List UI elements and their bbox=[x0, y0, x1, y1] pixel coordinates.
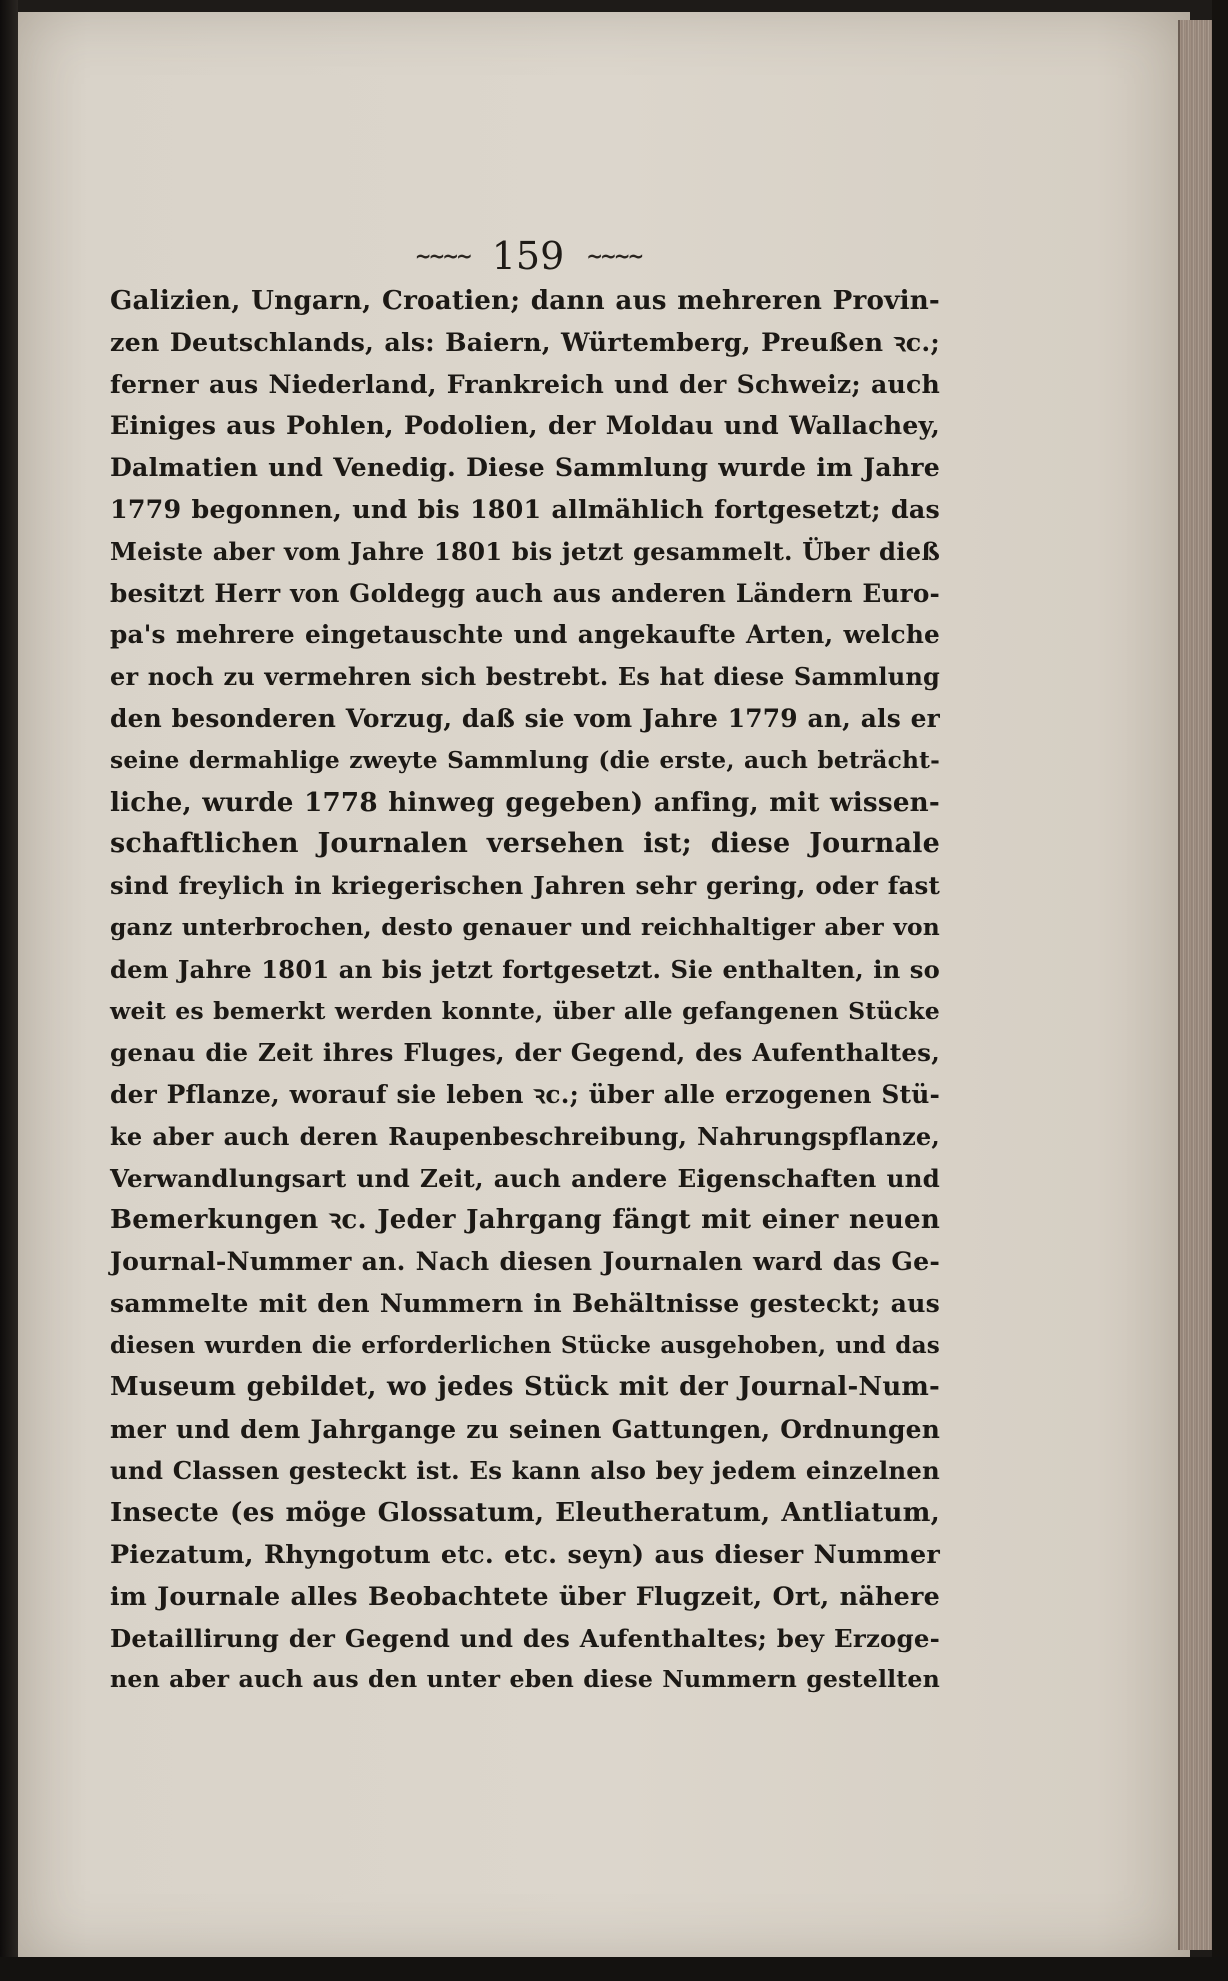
text-line: Journal-Nummer an. Nach diesen Journalen ward das Ge- bbox=[110, 1246, 940, 1277]
running-head bbox=[398, 226, 658, 286]
body-text bbox=[110, 280, 940, 1701]
text-line: mer und dem Jahrgange zu seinen Gattungen, Ordnungen bbox=[110, 1414, 940, 1444]
text-line: sind freylich in kriegerischen Jahren sehr gering, oder fast bbox=[110, 871, 940, 901]
text-line: pa's mehrere eingetauschte und angekaufte Arten, welche bbox=[110, 620, 940, 650]
text-line: und Classen gesteckt ist. Es kann also bey jedem einzelnen bbox=[110, 1456, 940, 1486]
right-border bbox=[1212, 0, 1228, 1981]
text-line: seine dermahlige zweyte Sammlung (die erste, auch beträcht- bbox=[110, 746, 940, 774]
text-line: ferner aus Niederland, Frankreich und der Schweiz; auch bbox=[110, 368, 940, 399]
text-line: besitzt Herr von Goldegg auch aus anderen Ländern Euro- bbox=[110, 578, 940, 608]
text-line: im Journale alles Beobachtete über Flugzeit, Ort, nähere bbox=[110, 1580, 940, 1611]
page-edge-stack bbox=[1178, 20, 1214, 1950]
ornament-right-icon: ~~~~ bbox=[586, 244, 642, 268]
text-line: diesen wurden die erforderlichen Stücke ausgehoben, und das bbox=[110, 1331, 940, 1359]
page-number: 159 bbox=[491, 234, 565, 278]
text-line: Galizien, Ungarn, Croatien; dann aus mehreren Provin- bbox=[110, 285, 940, 316]
text-line: ke aber auch deren Raupenbeschreibung, Nahrungspflanze, bbox=[110, 1121, 940, 1151]
bottom-border bbox=[0, 1957, 1228, 1981]
text-line: Museum gebildet, wo jedes Stück mit der Journal-Num- bbox=[110, 1371, 940, 1402]
left-gutter bbox=[0, 0, 18, 1981]
text-line: der Pflanze, worauf sie leben ꝛc.; über alle erzogenen Stü- bbox=[110, 1080, 940, 1110]
text-line: schaftlichen Journalen versehen ist; diese Journale bbox=[110, 828, 940, 860]
ornament-left-icon: ~~~~ bbox=[414, 244, 470, 268]
text-line: er noch zu vermehren sich bestrebt. Es hat diese Sammlung bbox=[110, 662, 940, 692]
text-line: ganz unterbrochen, desto genauer und reichhaltiger aber von bbox=[110, 912, 940, 941]
text-line: sammelte mit den Nummern in Behältnisse gesteckt; aus bbox=[110, 1288, 940, 1319]
text-line: Detaillirung der Gegend und des Aufenthaltes; bey Erzoge- bbox=[110, 1623, 940, 1653]
text-line: liche, wurde 1778 hinweg gegeben) anfing, mit wissen- bbox=[110, 786, 940, 818]
text-line: genau die Zeit ihres Fluges, der Gegend, des Aufenthaltes, bbox=[110, 1038, 940, 1068]
text-line: Verwandlungsart und Zeit, auch andere Eigenschaften und bbox=[110, 1163, 940, 1193]
text-line: Einiges aus Pohlen, Podolien, der Moldau und Wallachey, bbox=[110, 410, 940, 441]
text-line: weit es bemerkt werden konnte, über alle gefangenen Stücke bbox=[110, 996, 940, 1025]
text-line: Insecte (es möge Glossatum, Eleutheratum, Antliatum, bbox=[110, 1497, 940, 1529]
text-line: Piezatum, Rhyngotum etc. etc. seyn) aus dieser Nummer bbox=[110, 1538, 940, 1569]
text-line: Dalmatien und Venedig. Diese Sammlung wurde im Jahre bbox=[110, 452, 940, 483]
text-line: den besonderen Vorzug, daß sie vom Jahre 1779 an, als er bbox=[110, 703, 940, 733]
text-line: zen Deutschlands, als: Baiern, Würtemberg, Preußen ꝛc.; bbox=[110, 326, 940, 357]
text-line: 1779 begonnen, und bis 1801 allmählich fortgesetzt; das bbox=[110, 493, 940, 524]
text-line: dem Jahre 1801 an bis jetzt fortgesetzt. Sie enthalten, in so bbox=[110, 954, 940, 984]
text-line: nen aber auch aus den unter eben diese Nummern gestellten bbox=[110, 1665, 940, 1694]
text-line: Meiste aber vom Jahre 1801 bis jetzt gesammelt. Über dieß bbox=[110, 536, 940, 566]
text-line: Bemerkungen ꝛc. Jeder Jahrgang fängt mit einer neuen bbox=[110, 1204, 940, 1235]
